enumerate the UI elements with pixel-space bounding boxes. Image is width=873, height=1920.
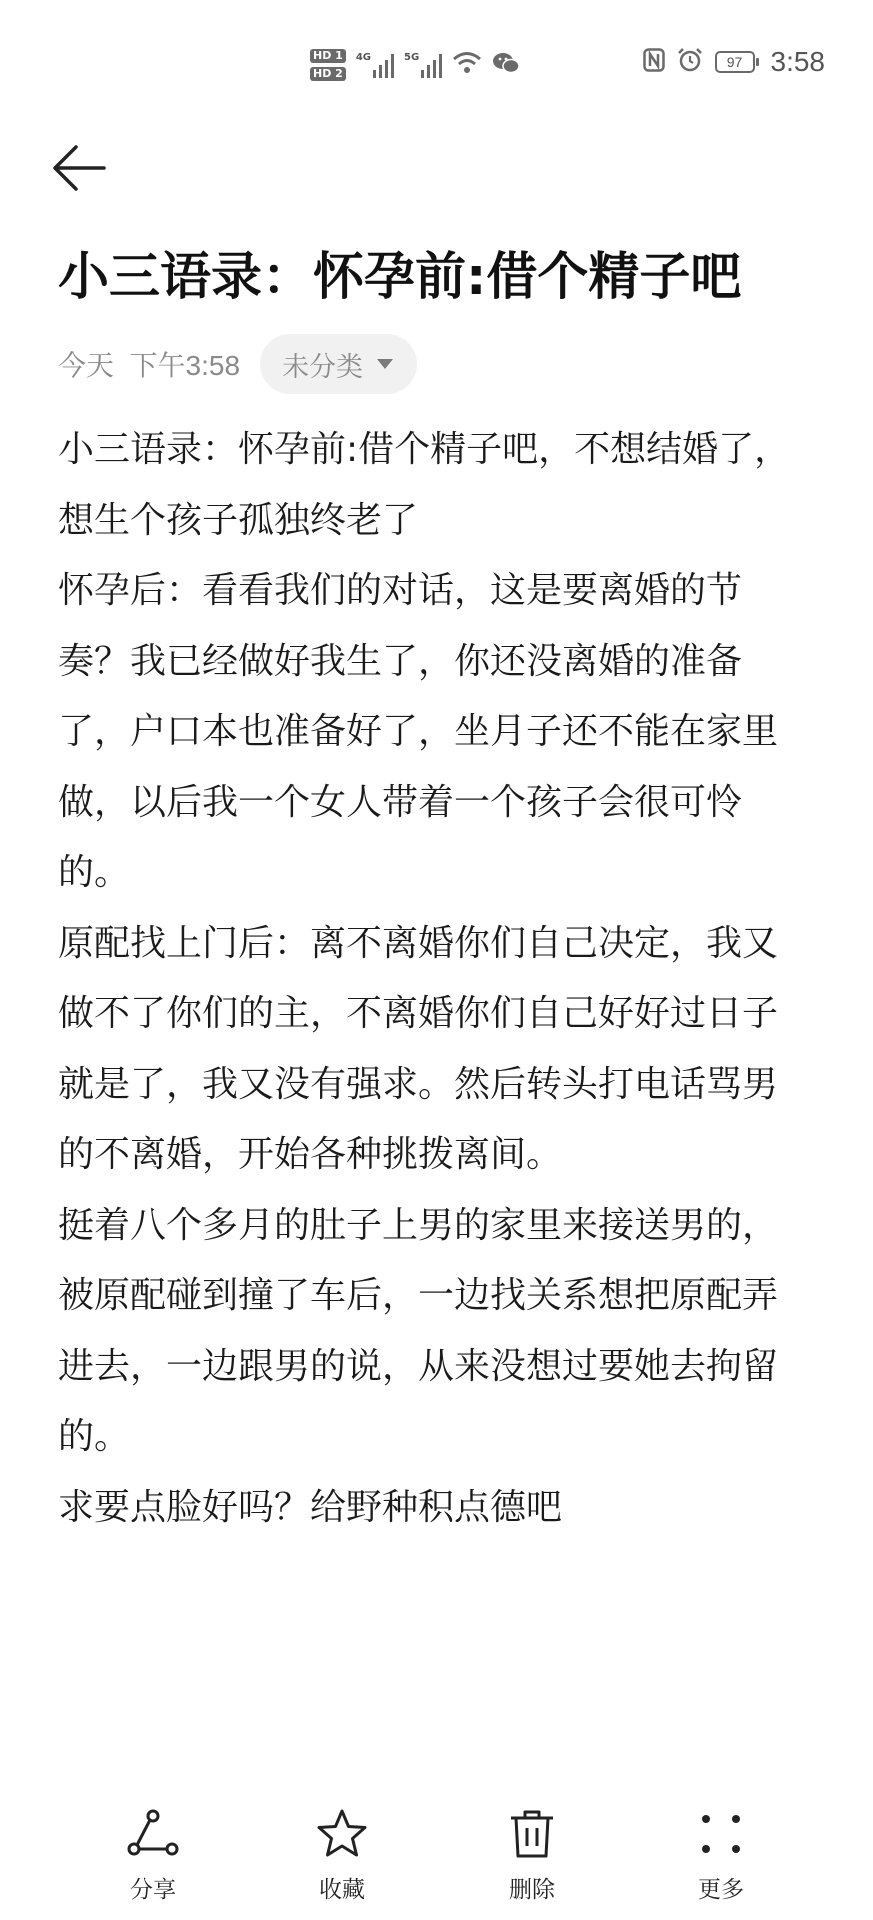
more-dots-icon [692, 1805, 750, 1863]
hd1-badge: HD 1 [310, 49, 346, 63]
sim1-network-label: 4G [355, 52, 371, 63]
favorite-button[interactable] [282, 1805, 402, 1904]
note-title[interactable]: 小三语录：怀孕前:借个精子吧 [58, 248, 742, 307]
share-button[interactable] [93, 1805, 213, 1904]
share-label: 分享 [130, 1877, 176, 1903]
wifi-icon [452, 51, 482, 79]
status-bar-right [643, 46, 826, 78]
status-time: 3:58 [770, 46, 825, 77]
star-icon [313, 1805, 371, 1863]
note-paragraph: 怀孕后：看看我们的对话，这是要离婚的节奏？我已经做好我生了，你还没离婚的准备了，户口本也准备好了，坐月子还不能在家里做，以后我一个女人带着一个孩子会很可怜的。 [58, 570, 779, 893]
share-icon [124, 1805, 182, 1863]
more-label: 更多 [698, 1877, 744, 1903]
trash-icon [503, 1805, 561, 1863]
wechat-icon [492, 51, 520, 79]
delete-button[interactable] [472, 1805, 592, 1904]
category-dropdown[interactable] [260, 334, 417, 394]
alarm-icon [677, 47, 703, 77]
note-body[interactable] [58, 415, 798, 1543]
bottom-toolbar [0, 1800, 873, 1920]
sim2-signal-icon [404, 52, 442, 78]
sim1-signal-icon [356, 52, 394, 78]
note-timestamp: 今天 下午3:58 [58, 350, 241, 381]
favorite-label: 收藏 [319, 1877, 365, 1903]
note-paragraph: 小三语录：怀孕前:借个精子吧，不想结婚了，想生个孩子孤独终老了 [58, 429, 791, 541]
caret-down-icon [377, 359, 393, 369]
note-meta [58, 334, 417, 394]
nfc-icon [643, 48, 665, 76]
battery-icon [715, 51, 755, 73]
hd2-badge: HD 2 [310, 67, 346, 81]
note-paragraph: 求要点脸好吗？给野种积点德吧 [58, 1486, 563, 1528]
more-button[interactable] [661, 1805, 781, 1904]
battery-level: 97 [726, 54, 743, 70]
category-label: 未分类 [282, 351, 364, 383]
delete-label: 删除 [509, 1877, 555, 1903]
note-paragraph: 原配找上门后：离不离婚你们自己决定，我又做不了你们的主，不离婚你们自己好好过日子就是了，我又没有强求。然后转头打电话骂男的不离婚，开始各种挑拨离间。 [58, 922, 779, 1175]
arrow-left-icon [52, 143, 106, 197]
status-bar-left [310, 42, 520, 88]
hd-badges [310, 49, 346, 81]
status-bar [0, 0, 873, 130]
note-paragraph: 挺着八个多月的肚子上男的家里来接送男的，被原配碰到撞了车后，一边找关系想把原配弄进去，一边跟男的说，从来没想过要她去拘留的。 [58, 1204, 779, 1457]
back-button[interactable] [52, 140, 118, 200]
sim2-network-label: 5G [404, 52, 420, 63]
